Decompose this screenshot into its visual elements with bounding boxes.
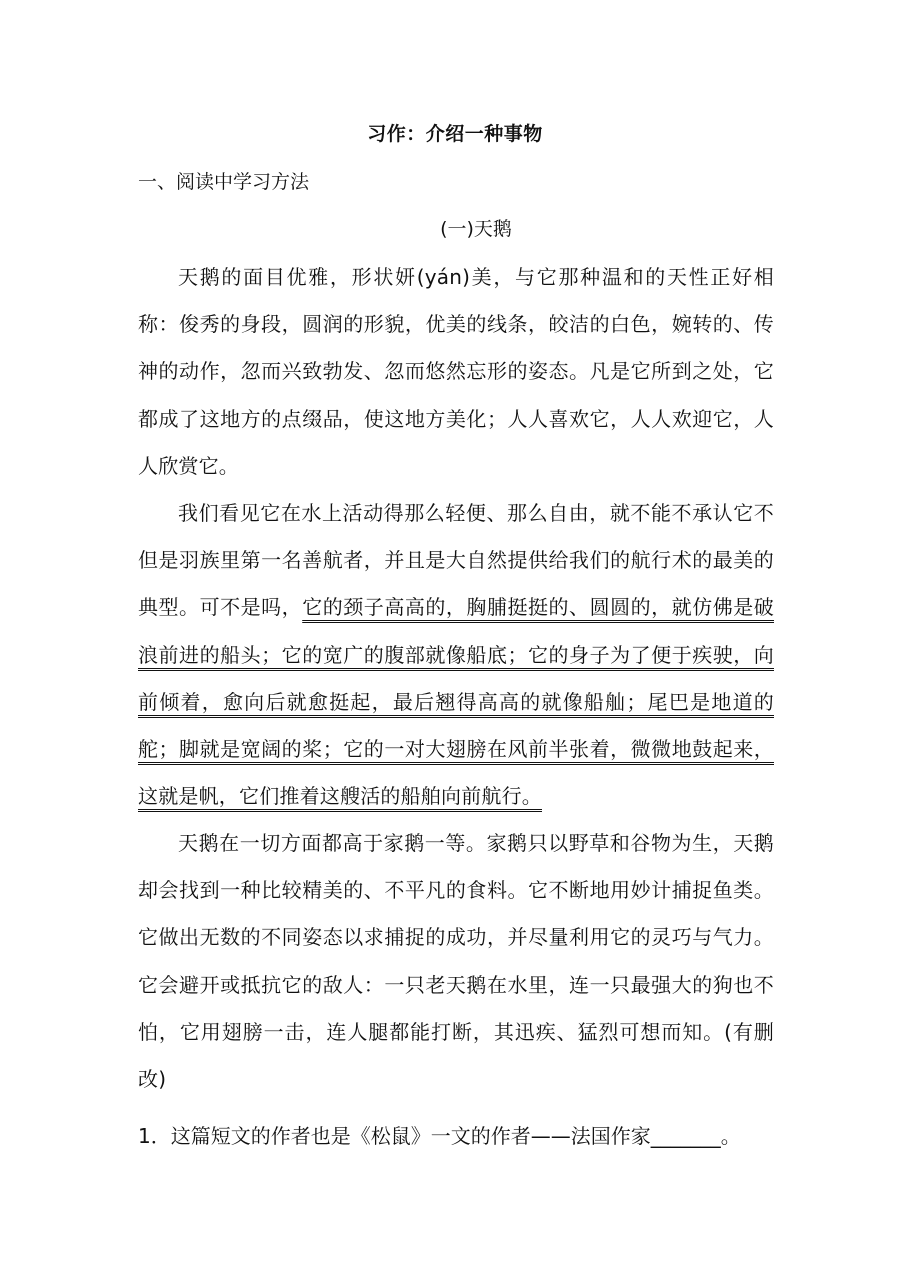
paragraph-3: 天鹅在一切方面都高于家鹅一等。家鹅只以野草和谷物为生，天鹅却会找到一种比较精美的、不平凡的食料。它不断地用妙计捕捉鱼类。它做出无数的不同姿态以求捕捉的成功，并尽量利用它的灵巧与气力。它会避开或抵抗它的敌人：一只老天鹅在水里，连一只最强大的狗也不怕，它用翅膀一击，连人腿都能打断，其迅疾、猛烈可想而知。(有删改) xyxy=(138,831,774,1092)
passage-title: (一)天鹅 xyxy=(440,218,512,240)
section-heading: 一、阅读中学习方法 xyxy=(138,171,310,193)
underlined-passage: 它的颈子高高的，胸脯挺挺的、圆圆的，就仿佛是破浪前进的船头；它的宽广的腹部就像船底；它的身子为了便于疾驶，向前倾着，愈向后就愈挺起，最后翘得高高的就像船舢；尾巴是地道的舵；脚就是宽阔的桨；它的一对大翅膀在风前半张着，微微地鼓起来，这就是帆，它们推着这艘活的船舶向前航行。 xyxy=(138,595,774,809)
paragraph-1: 天鹅的面目优雅，形状妍(yán)美，与它那种温和的天性正好相称：俊秀的身段，圆润的形貌，优美的线条，皎洁的白色，婉转的、传神的动作，忽而兴致勃发、忽而悠然忘形的姿态。凡是它所到之处，它都成了这地方的点缀品，使这地方美化；人人喜欢它，人人欢迎它，人人欣赏它。 xyxy=(138,265,774,478)
paragraph-2 xyxy=(138,490,774,820)
question-1: 1．这篇短文的作者也是《松鼠》一文的作者——法国作家_______。 xyxy=(138,1124,741,1148)
paragraph-2-text: 我们看见它在水上活动得那么轻便、那么自由，就不能不承认它不但是羽族里第一名善航者，并且是大自然提供给我们的航行术的最美的典型。可不是吗， xyxy=(138,501,774,620)
page-title: 习作：介绍一种事物 xyxy=(367,123,543,145)
